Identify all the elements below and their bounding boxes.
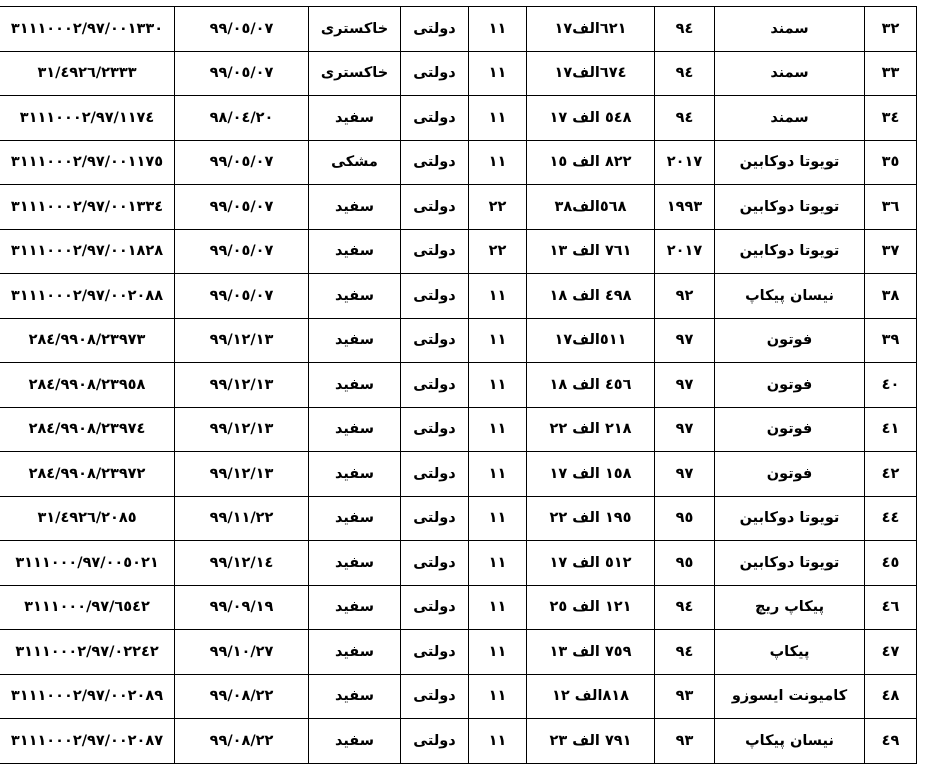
cell-standard: ١١: [469, 630, 527, 675]
cell-plate: ٧٩١ الف ٢٣: [527, 719, 655, 764]
cell-row-no: ٣٣: [865, 51, 917, 96]
cell-date: ٩٩/١٢/١٣: [175, 452, 309, 497]
cell-vin: ٣١١١٠٠٠٢/٩٧/٠٠١١٧٥: [0, 140, 175, 185]
cell-plate: ١٥٨ الف ١٧: [527, 452, 655, 497]
cell-color: سفید: [309, 630, 401, 675]
cell-model: تویوتا دوکابین: [715, 496, 865, 541]
cell-year: ٢٠١٧: [655, 229, 715, 274]
cell-vin: ٣١/٤٩٢٦/٢٠٨٥: [0, 496, 175, 541]
cell-model: پیکاپ: [715, 630, 865, 675]
cell-standard: ١١: [469, 7, 527, 52]
cell-ownership: دولتی: [401, 274, 469, 319]
cell-date: ٩٩/١٠/٢٧: [175, 630, 309, 675]
cell-date: ٩٨/٠٤/٢٠: [175, 96, 309, 141]
cell-model: سمند: [715, 7, 865, 52]
cell-ownership: دولتی: [401, 452, 469, 497]
cell-row-no: ٤٦: [865, 585, 917, 630]
cell-vin: ٣١١١٠٠٠٢/٩٧/٠٢٢٤٢: [0, 630, 175, 675]
cell-row-no: ٤١: [865, 407, 917, 452]
table-row: [0, 719, 917, 764]
cell-row-no: ٣٢: [865, 7, 917, 52]
cell-vin: ٣١١١٠٠٠٢/٩٧/٠٠٢٠٨٩: [0, 674, 175, 719]
cell-color: مشکی: [309, 140, 401, 185]
cell-standard: ١١: [469, 51, 527, 96]
cell-year: ٩٣: [655, 674, 715, 719]
cell-year: ٩٤: [655, 585, 715, 630]
cell-color: خاکستری: [309, 7, 401, 52]
cell-model: پیکاپ ریچ: [715, 585, 865, 630]
cell-vin: ٣١١١٠٠٠٢/٩٧/٠٠١٨٢٨: [0, 229, 175, 274]
cell-ownership: دولتی: [401, 318, 469, 363]
cell-year: ٩٥: [655, 496, 715, 541]
cell-color: سفید: [309, 674, 401, 719]
cell-color: سفید: [309, 363, 401, 408]
cell-year: ٩٢: [655, 274, 715, 319]
cell-year: ٩٣: [655, 719, 715, 764]
cell-plate: ٤٥٦ الف ١٨: [527, 363, 655, 408]
cell-row-no: ٣٨: [865, 274, 917, 319]
cell-ownership: دولتی: [401, 541, 469, 586]
cell-row-no: ٣٤: [865, 96, 917, 141]
cell-row-no: ٤٠: [865, 363, 917, 408]
cell-row-no: ٤٧: [865, 630, 917, 675]
cell-plate: ٦٧٤الف١٧: [527, 51, 655, 96]
cell-standard: ١١: [469, 541, 527, 586]
table-row: [0, 407, 917, 452]
cell-standard: ٢٢: [469, 229, 527, 274]
cell-model: فوتون: [715, 407, 865, 452]
table-row: [0, 674, 917, 719]
table-row: [0, 229, 917, 274]
cell-plate: ٥٦٨الف٣٨: [527, 185, 655, 230]
table-row: [0, 585, 917, 630]
cell-color: سفید: [309, 719, 401, 764]
cell-standard: ١١: [469, 363, 527, 408]
cell-vin: ٣١١١٠٠٠٢/٩٧/٠٠٢٠٨٧: [0, 719, 175, 764]
cell-color: سفید: [309, 96, 401, 141]
cell-color: سفید: [309, 541, 401, 586]
cell-year: ٩٧: [655, 363, 715, 408]
cell-vin: ٣١١١٠٠٠/٩٧/٦٥٤٢: [0, 585, 175, 630]
cell-plate: ٨١٨الف ١٢: [527, 674, 655, 719]
table-row: [0, 318, 917, 363]
cell-ownership: دولتی: [401, 51, 469, 96]
cell-date: ٩٩/١٢/١٣: [175, 363, 309, 408]
cell-ownership: دولتی: [401, 185, 469, 230]
cell-ownership: دولتی: [401, 630, 469, 675]
cell-standard: ١١: [469, 585, 527, 630]
table-row: [0, 363, 917, 408]
cell-ownership: دولتی: [401, 585, 469, 630]
cell-ownership: دولتی: [401, 7, 469, 52]
cell-plate: ٥١١الف١٧: [527, 318, 655, 363]
cell-year: ٢٠١٧: [655, 140, 715, 185]
cell-plate: ٥٤٨ الف ١٧: [527, 96, 655, 141]
cell-date: ٩٩/٠٥/٠٧: [175, 185, 309, 230]
cell-vin: ٢٨٤/٩٩٠٨/٢٣٩٥٨: [0, 363, 175, 408]
cell-ownership: دولتی: [401, 229, 469, 274]
cell-ownership: دولتی: [401, 496, 469, 541]
cell-standard: ٢٢: [469, 185, 527, 230]
cell-model: نیسان پیکاپ: [715, 719, 865, 764]
cell-date: ٩٩/٠٩/١٩: [175, 585, 309, 630]
cell-vin: ٣١١١٠٠٠٢/٩٧/٠٠١٣٣٤: [0, 185, 175, 230]
cell-vin: ٢٨٤/٩٩٠٨/٢٣٩٧٢: [0, 452, 175, 497]
cell-year: ١٩٩٣: [655, 185, 715, 230]
cell-year: ٩٤: [655, 7, 715, 52]
cell-date: ٩٩/١٢/١٣: [175, 318, 309, 363]
table-row: [0, 452, 917, 497]
cell-ownership: دولتی: [401, 407, 469, 452]
cell-year: ٩٧: [655, 407, 715, 452]
cell-color: سفید: [309, 407, 401, 452]
cell-date: ٩٩/٠٨/٢٢: [175, 719, 309, 764]
cell-row-no: ٣٩: [865, 318, 917, 363]
cell-row-no: ٤٨: [865, 674, 917, 719]
cell-row-no: ٤٩: [865, 719, 917, 764]
cell-model: کامیونت ایسوزو: [715, 674, 865, 719]
cell-plate: ٥١٢ الف ١٧: [527, 541, 655, 586]
table-row: [0, 96, 917, 141]
cell-vin: ٣١/٤٩٢٦/٢٣٣٣: [0, 51, 175, 96]
cell-ownership: دولتی: [401, 140, 469, 185]
cell-year: ٩٧: [655, 452, 715, 497]
cell-date: ٩٩/٠٥/٠٧: [175, 140, 309, 185]
cell-date: ٩٩/١٢/١٤: [175, 541, 309, 586]
cell-row-no: ٤٤: [865, 496, 917, 541]
cell-plate: ٢١٨ الف ٢٢: [527, 407, 655, 452]
cell-row-no: ٤٥: [865, 541, 917, 586]
cell-standard: ١١: [469, 674, 527, 719]
cell-color: سفید: [309, 496, 401, 541]
cell-plate: ١٢١ الف ٢٥: [527, 585, 655, 630]
cell-ownership: دولتی: [401, 674, 469, 719]
table-row: [0, 140, 917, 185]
table-row: [0, 274, 917, 319]
cell-model: نیسان پیکاپ: [715, 274, 865, 319]
cell-date: ٩٩/٠٥/٠٧: [175, 7, 309, 52]
table-row: [0, 7, 917, 52]
cell-plate: ٦٢١الف١٧: [527, 7, 655, 52]
cell-standard: ١١: [469, 96, 527, 141]
cell-standard: ١١: [469, 496, 527, 541]
cell-standard: ١١: [469, 719, 527, 764]
cell-date: ٩٩/١١/٢٢: [175, 496, 309, 541]
cell-model: سمند: [715, 96, 865, 141]
cell-color: سفید: [309, 229, 401, 274]
cell-date: ٩٩/٠٥/٠٧: [175, 274, 309, 319]
cell-year: ٩٥: [655, 541, 715, 586]
cell-color: سفید: [309, 185, 401, 230]
cell-vin: ٢٨٤/٩٩٠٨/٢٣٩٧٣: [0, 318, 175, 363]
cell-model: تویوتا دوکابین: [715, 229, 865, 274]
cell-row-no: ٣٧: [865, 229, 917, 274]
cell-model: فوتون: [715, 318, 865, 363]
cell-row-no: ٣٥: [865, 140, 917, 185]
cell-row-no: ٤٢: [865, 452, 917, 497]
table-row: [0, 541, 917, 586]
cell-year: ٩٤: [655, 96, 715, 141]
cell-plate: ٨٢٢ الف ١٥: [527, 140, 655, 185]
table-body: [0, 7, 917, 764]
cell-ownership: دولتی: [401, 363, 469, 408]
cell-color: سفید: [309, 585, 401, 630]
cell-model: تویوتا دوکابین: [715, 185, 865, 230]
cell-color: سفید: [309, 274, 401, 319]
cell-color: سفید: [309, 452, 401, 497]
cell-vin: ٣١١١٠٠٠٢/٩٧/١١٧٤: [0, 96, 175, 141]
table-row: [0, 496, 917, 541]
cell-date: ٩٩/٠٥/٠٧: [175, 51, 309, 96]
cell-plate: ١٩٥ الف ٢٢: [527, 496, 655, 541]
table-row: [0, 630, 917, 675]
cell-ownership: دولتی: [401, 719, 469, 764]
cell-year: ٩٧: [655, 318, 715, 363]
cell-vin: ٣١١١٠٠٠/٩٧/٠٠٥٠٢١: [0, 541, 175, 586]
cell-row-no: ٣٦: [865, 185, 917, 230]
cell-model: سمند: [715, 51, 865, 96]
cell-model: تویوتا دوکابین: [715, 541, 865, 586]
cell-color: سفید: [309, 318, 401, 363]
cell-standard: ١١: [469, 407, 527, 452]
cell-plate: ٧٥٩ الف ١٣: [527, 630, 655, 675]
cell-model: تویوتا دوکابین: [715, 140, 865, 185]
cell-plate: ٧٦١ الف ١٣: [527, 229, 655, 274]
cell-model: فوتون: [715, 363, 865, 408]
cell-standard: ١١: [469, 452, 527, 497]
cell-standard: ١١: [469, 318, 527, 363]
cell-model: فوتون: [715, 452, 865, 497]
cell-vin: ٢٨٤/٩٩٠٨/٢٣٩٧٤: [0, 407, 175, 452]
cell-color: خاکستری: [309, 51, 401, 96]
cell-date: ٩٩/١٢/١٣: [175, 407, 309, 452]
cell-date: ٩٩/٠٥/٠٧: [175, 229, 309, 274]
cell-vin: ٣١١١٠٠٠٢/٩٧/٠٠١٣٣٠: [0, 7, 175, 52]
vehicle-table: [0, 6, 917, 764]
cell-year: ٩٤: [655, 51, 715, 96]
cell-standard: ١١: [469, 140, 527, 185]
cell-standard: ١١: [469, 274, 527, 319]
cell-ownership: دولتی: [401, 96, 469, 141]
cell-vin: ٣١١١٠٠٠٢/٩٧/٠٠٢٠٨٨: [0, 274, 175, 319]
cell-date: ٩٩/٠٨/٢٢: [175, 674, 309, 719]
table-row: [0, 185, 917, 230]
cell-plate: ٤٩٨ الف ١٨: [527, 274, 655, 319]
table-row: [0, 51, 917, 96]
cell-year: ٩٤: [655, 630, 715, 675]
